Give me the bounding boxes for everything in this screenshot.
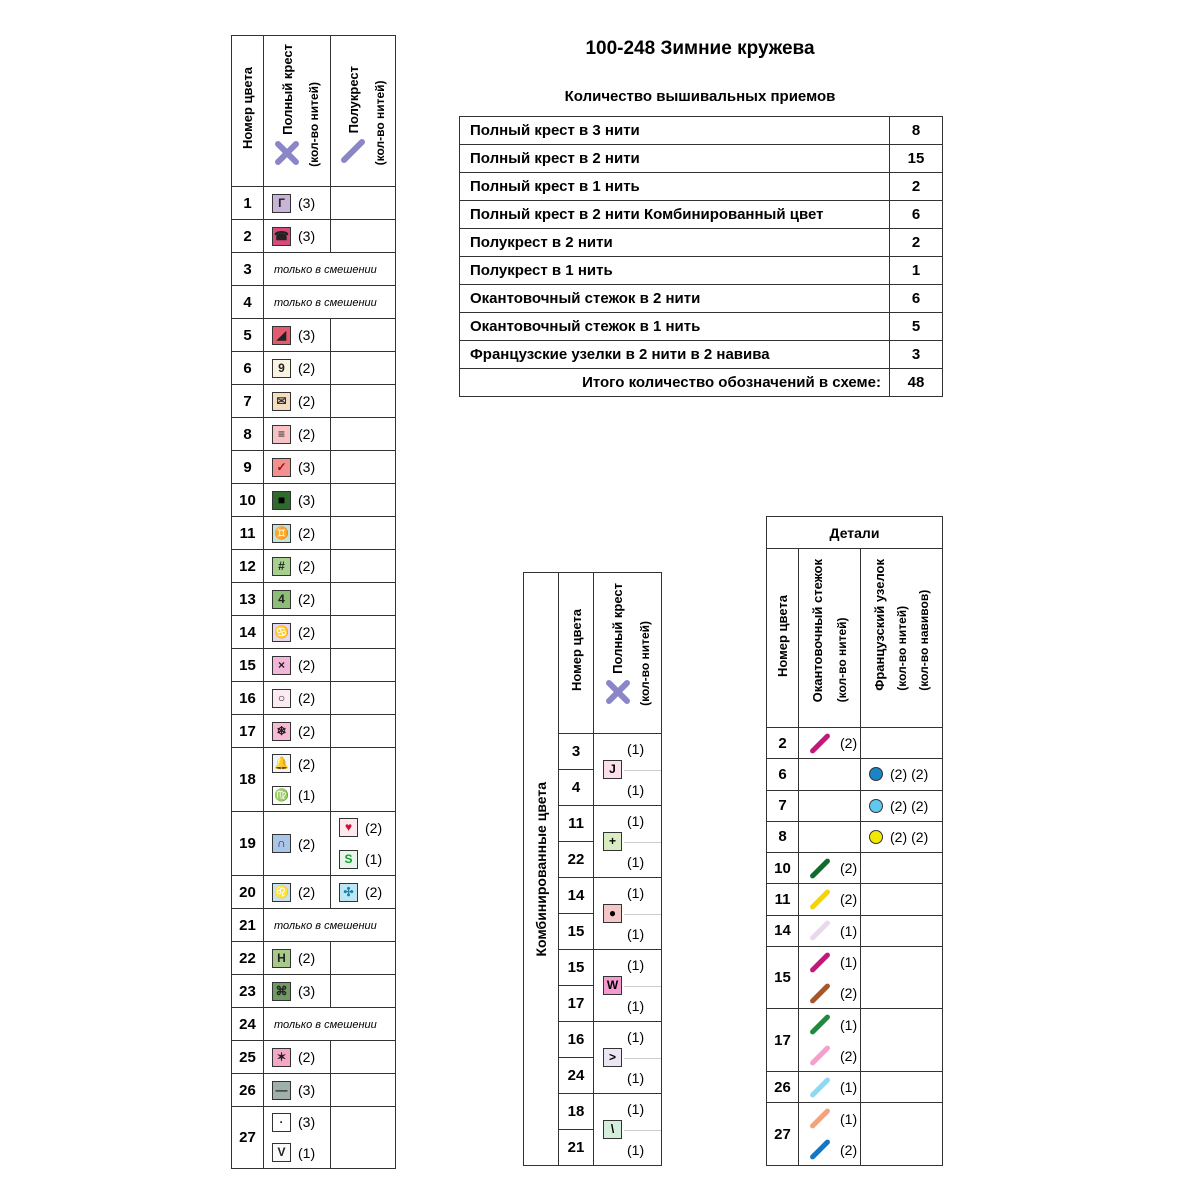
- detail-row: [767, 759, 943, 790]
- summary-total-label: Итого количество обозначений в схеме:: [460, 369, 890, 397]
- summary-label: Полный крест в 2 нити: [460, 145, 890, 173]
- full-cross-icon: [604, 678, 632, 706]
- color-number: 11: [767, 884, 799, 915]
- color-row: [232, 1008, 396, 1041]
- strand-count: (1): [627, 1029, 645, 1045]
- combined-color-a: 15: [559, 950, 594, 986]
- details-table: [766, 516, 943, 1166]
- symbol-icon: ×: [272, 656, 291, 675]
- backstitch-line-icon: [809, 889, 831, 911]
- color-row: [232, 583, 396, 616]
- strand-count: (3): [298, 195, 316, 211]
- color-number: 14: [767, 915, 799, 946]
- combined-header-full-cross: Полный крест (кол-во нитей): [594, 573, 662, 734]
- color-number: 24: [232, 1008, 264, 1041]
- combined-row: [559, 878, 662, 914]
- french-knot-icon: [869, 830, 883, 844]
- detail-row: [767, 853, 943, 884]
- symbol-icon: ♍: [272, 786, 291, 805]
- color-number: 15: [232, 649, 264, 682]
- symbol-icon: ■: [272, 491, 291, 510]
- half-cross-icon: [339, 137, 367, 165]
- strand-count: (2): [365, 819, 383, 836]
- color-number: 8: [232, 418, 264, 451]
- strand-count: (1): [627, 813, 645, 829]
- strand-count: (2): [840, 860, 858, 877]
- symbol-icon: ✓: [272, 458, 291, 477]
- color-number: 22: [232, 942, 264, 975]
- wrap-count: (2): [911, 797, 929, 814]
- symbol-icon: ·: [272, 1113, 291, 1132]
- summary-table: [459, 116, 943, 397]
- symbol-icon: S: [339, 850, 358, 869]
- strand-count: (1): [840, 954, 858, 971]
- color-number: 12: [232, 550, 264, 583]
- strand-count: (2): [840, 985, 858, 1002]
- only-mix-note: только в смешении: [264, 253, 396, 286]
- summary-row: [460, 201, 943, 229]
- header-full-cross: Полный крест (кол-во нитей): [264, 36, 331, 187]
- summary-value: 6: [890, 201, 943, 229]
- symbol-icon: ∩: [272, 834, 291, 853]
- details-header-color-number: Номер цвета: [767, 549, 799, 728]
- symbol-icon: 🔔: [272, 754, 291, 773]
- strand-count: (1): [627, 885, 645, 901]
- summary-total-row: [460, 369, 943, 397]
- color-number: 6: [232, 352, 264, 385]
- french-knot-icon: [869, 799, 883, 813]
- detail-row: [767, 790, 943, 821]
- strand-count: (3): [298, 492, 316, 508]
- backstitch-line-icon: [809, 1014, 831, 1036]
- summary-row: [460, 145, 943, 173]
- color-number: 10: [767, 853, 799, 884]
- strand-count: (2): [840, 1141, 858, 1158]
- strand-count: (1): [840, 922, 858, 939]
- symbol-icon: —: [272, 1081, 291, 1100]
- strand-count: (2): [298, 755, 316, 772]
- strand-count: (2): [298, 835, 316, 852]
- strand-count: (2): [840, 1047, 858, 1064]
- color-row: [232, 942, 396, 975]
- color-number: 10: [232, 484, 264, 517]
- summary-row: [460, 285, 943, 313]
- color-number: 1: [232, 187, 264, 220]
- color-number: 26: [767, 1072, 799, 1103]
- summary-value: 5: [890, 313, 943, 341]
- color-row: [232, 352, 396, 385]
- color-number: 27: [232, 1107, 264, 1169]
- detail-row: [767, 1009, 943, 1072]
- strand-count: (1): [627, 998, 645, 1014]
- summary-value: 15: [890, 145, 943, 173]
- summary-value: 2: [890, 229, 943, 257]
- summary-value: 3: [890, 341, 943, 369]
- french-knot-icon: [869, 767, 883, 781]
- color-row: [232, 876, 396, 909]
- backstitch-line-icon: [809, 1076, 831, 1098]
- header-half-cross: Полукрест (кол-во нитей): [331, 36, 396, 187]
- color-row: [232, 385, 396, 418]
- detail-row: [767, 946, 943, 1009]
- detail-row: [767, 727, 943, 758]
- strand-count: (2): [298, 525, 316, 541]
- combined-symbol-icon: \: [603, 1120, 622, 1139]
- combined-row: [559, 1094, 662, 1130]
- detail-row: [767, 821, 943, 852]
- symbol-icon: H: [272, 949, 291, 968]
- strand-count: (2): [840, 735, 858, 752]
- color-row: [232, 253, 396, 286]
- color-number: 16: [232, 682, 264, 715]
- strand-count: (2): [298, 690, 316, 706]
- color-number: 25: [232, 1041, 264, 1074]
- summary-label: Полный крест в 1 нить: [460, 173, 890, 201]
- combined-color-a: 16: [559, 1022, 594, 1058]
- color-row: [232, 748, 396, 812]
- summary-label: Полный крест в 3 нити: [460, 117, 890, 145]
- strand-count: (1): [627, 854, 645, 870]
- combined-color-a: 14: [559, 878, 594, 914]
- strand-count: (3): [298, 327, 316, 343]
- combined-color-a: 3: [559, 734, 594, 770]
- color-number: 18: [232, 748, 264, 812]
- combined-row: [559, 950, 662, 986]
- strand-count: (3): [298, 1114, 316, 1131]
- color-row: [232, 1107, 396, 1169]
- summary-heading: Количество вышивальных приемов: [564, 88, 836, 105]
- only-mix-note: только в смешении: [264, 909, 396, 942]
- color-number: 9: [232, 451, 264, 484]
- wrap-count: (2): [911, 766, 929, 783]
- combined-color-b: 15: [559, 914, 594, 950]
- strand-count: (1): [627, 782, 645, 798]
- strand-count: (3): [298, 983, 316, 999]
- color-number: 8: [767, 821, 799, 852]
- summary-value: 2: [890, 173, 943, 201]
- color-row: [232, 418, 396, 451]
- combined-row: [559, 806, 662, 842]
- summary-row: [460, 257, 943, 285]
- strand-count: (2): [890, 797, 908, 814]
- detail-row: [767, 884, 943, 915]
- combined-side-label: Комбинированные цвета: [523, 572, 559, 1166]
- backstitch-line-icon: [809, 1108, 831, 1130]
- summary-label: Полукрест в 2 нити: [460, 229, 890, 257]
- strand-count: (1): [627, 1142, 645, 1158]
- color-row: [232, 909, 396, 942]
- color-row: [232, 319, 396, 352]
- backstitch-line-icon: [809, 1139, 831, 1161]
- combined-symbol-icon: >: [603, 1048, 622, 1067]
- symbol-icon: Г: [272, 194, 291, 213]
- backstitch-line-icon: [809, 920, 831, 942]
- color-number: 2: [767, 727, 799, 758]
- color-number: 23: [232, 975, 264, 1008]
- strand-count: (3): [298, 459, 316, 475]
- color-number: 26: [232, 1074, 264, 1107]
- details-header-backstitch: Окантовочный стежок (кол-во нитей): [799, 549, 861, 728]
- color-row: [232, 616, 396, 649]
- detail-row: [767, 1103, 943, 1166]
- color-number: 6: [767, 759, 799, 790]
- color-row: [232, 550, 396, 583]
- combined-color-b: 4: [559, 770, 594, 806]
- color-row: [232, 187, 396, 220]
- strand-count: (1): [298, 1144, 316, 1161]
- combined-row: [559, 734, 662, 770]
- color-number: 3: [232, 253, 264, 286]
- symbol-icon: 4: [272, 590, 291, 609]
- symbol-icon: ☎: [272, 227, 291, 246]
- color-row: [232, 451, 396, 484]
- combined-row: [559, 1022, 662, 1058]
- symbol-icon: 9: [272, 359, 291, 378]
- symbol-icon: ♋: [272, 623, 291, 642]
- symbol-icon: V: [272, 1143, 291, 1162]
- detail-row: [767, 1072, 943, 1103]
- combined-color-b: 24: [559, 1058, 594, 1094]
- strand-count: (1): [298, 787, 316, 804]
- strand-count: (1): [627, 1070, 645, 1086]
- only-mix-note: только в смешении: [264, 286, 396, 319]
- symbol-icon: ♌: [272, 883, 291, 902]
- backstitch-line-icon: [809, 982, 831, 1004]
- color-number: 13: [232, 583, 264, 616]
- page-title: 100-248 Зимние кружева: [585, 38, 815, 59]
- symbol-icon: ✶: [272, 1048, 291, 1067]
- color-number: 17: [232, 715, 264, 748]
- summary-value: 8: [890, 117, 943, 145]
- color-number: 17: [767, 1009, 799, 1072]
- color-number: 14: [232, 616, 264, 649]
- strand-count: (2): [298, 884, 316, 900]
- strand-count: (1): [627, 957, 645, 973]
- strand-count: (3): [298, 228, 316, 244]
- symbol-icon: ◢: [272, 326, 291, 345]
- summary-row: [460, 229, 943, 257]
- symbol-icon: ✣: [339, 883, 358, 902]
- backstitch-line-icon: [809, 951, 831, 973]
- summary-label: Французские узелки в 2 нити в 2 навива: [460, 341, 890, 369]
- combined-table: [558, 572, 662, 1166]
- color-row: [232, 517, 396, 550]
- combined-symbol-icon: +: [603, 832, 622, 851]
- strand-count: (2): [298, 657, 316, 673]
- backstitch-line-icon: [809, 732, 831, 754]
- strand-count: (2): [298, 950, 316, 966]
- summary-row: [460, 117, 943, 145]
- color-number: 7: [767, 790, 799, 821]
- color-number: 27: [767, 1103, 799, 1166]
- symbol-icon: ❄: [272, 722, 291, 741]
- symbol-icon: ♊: [272, 524, 291, 543]
- strand-count: (2): [298, 723, 316, 739]
- summary-row: [460, 341, 943, 369]
- strand-count: (3): [298, 1082, 316, 1098]
- color-row: [232, 649, 396, 682]
- combined-color-b: 17: [559, 986, 594, 1022]
- color-row: [232, 682, 396, 715]
- backstitch-line-icon: [809, 1045, 831, 1067]
- combined-symbol-icon: ●: [603, 904, 622, 923]
- symbol-icon: #: [272, 557, 291, 576]
- symbol-icon: ⌘: [272, 982, 291, 1001]
- main-table: [231, 35, 396, 1169]
- strand-count: (2): [840, 891, 858, 908]
- symbol-icon: ✉: [272, 392, 291, 411]
- details-header-knot: Французский узелок (кол-во нитей) (кол-во навивов): [861, 549, 943, 728]
- color-row: [232, 220, 396, 253]
- symbol-icon: ≡: [272, 425, 291, 444]
- combined-header-color-number: Номер цвета: [559, 573, 594, 734]
- details-heading: Детали: [767, 517, 943, 549]
- strand-count: (1): [840, 1016, 858, 1033]
- color-number: 4: [232, 286, 264, 319]
- detail-row: [767, 915, 943, 946]
- strand-count: (1): [365, 851, 383, 868]
- summary-label: Окантовочный стежок в 1 нить: [460, 313, 890, 341]
- strand-count: (1): [840, 1079, 858, 1096]
- summary-value: 6: [890, 285, 943, 313]
- color-row: [232, 286, 396, 319]
- strand-count: (2): [298, 360, 316, 376]
- combined-color-a: 18: [559, 1094, 594, 1130]
- color-number: 11: [232, 517, 264, 550]
- color-row: [232, 1074, 396, 1107]
- color-number: 20: [232, 876, 264, 909]
- strand-count: (2): [890, 766, 908, 783]
- strand-count: (2): [890, 828, 908, 845]
- combined-color-a: 11: [559, 806, 594, 842]
- backstitch-line-icon: [809, 857, 831, 879]
- color-number: 5: [232, 319, 264, 352]
- color-row: [232, 484, 396, 517]
- strand-count: (1): [627, 741, 645, 757]
- symbol-icon: ○: [272, 689, 291, 708]
- strand-count: (2): [298, 591, 316, 607]
- strand-count: (2): [298, 393, 316, 409]
- combined-symbol-icon: J: [603, 760, 622, 779]
- wrap-count: (2): [911, 828, 929, 845]
- color-number: 2: [232, 220, 264, 253]
- full-cross-icon: [273, 139, 301, 167]
- color-row: [232, 975, 396, 1008]
- color-number: 7: [232, 385, 264, 418]
- summary-row: [460, 173, 943, 201]
- summary-value: 1: [890, 257, 943, 285]
- header-color-number: Номер цвета: [232, 36, 264, 187]
- strand-count: (2): [298, 426, 316, 442]
- strand-count: (2): [298, 558, 316, 574]
- summary-label: Полный крест в 2 нити Комбинированный цвет: [460, 201, 890, 229]
- combined-color-b: 22: [559, 842, 594, 878]
- strand-count: (1): [627, 1101, 645, 1117]
- strand-count: (2): [298, 624, 316, 640]
- color-row: [232, 1041, 396, 1074]
- color-number: 21: [232, 909, 264, 942]
- color-number: 19: [232, 812, 264, 876]
- strand-count: (1): [627, 926, 645, 942]
- color-row: [232, 812, 396, 876]
- strand-count: (2): [298, 1049, 316, 1065]
- combined-symbol-icon: W: [603, 976, 622, 995]
- summary-label: Полукрест в 1 нить: [460, 257, 890, 285]
- strand-count: (1): [840, 1110, 858, 1127]
- symbol-icon: ♥: [339, 818, 358, 837]
- strand-count: (2): [365, 884, 383, 900]
- combined-color-b: 21: [559, 1130, 594, 1166]
- summary-total-value: 48: [890, 369, 943, 397]
- summary-row: [460, 313, 943, 341]
- color-number: 15: [767, 946, 799, 1009]
- summary-label: Окантовочный стежок в 2 нити: [460, 285, 890, 313]
- color-row: [232, 715, 396, 748]
- only-mix-note: только в смешении: [264, 1008, 396, 1041]
